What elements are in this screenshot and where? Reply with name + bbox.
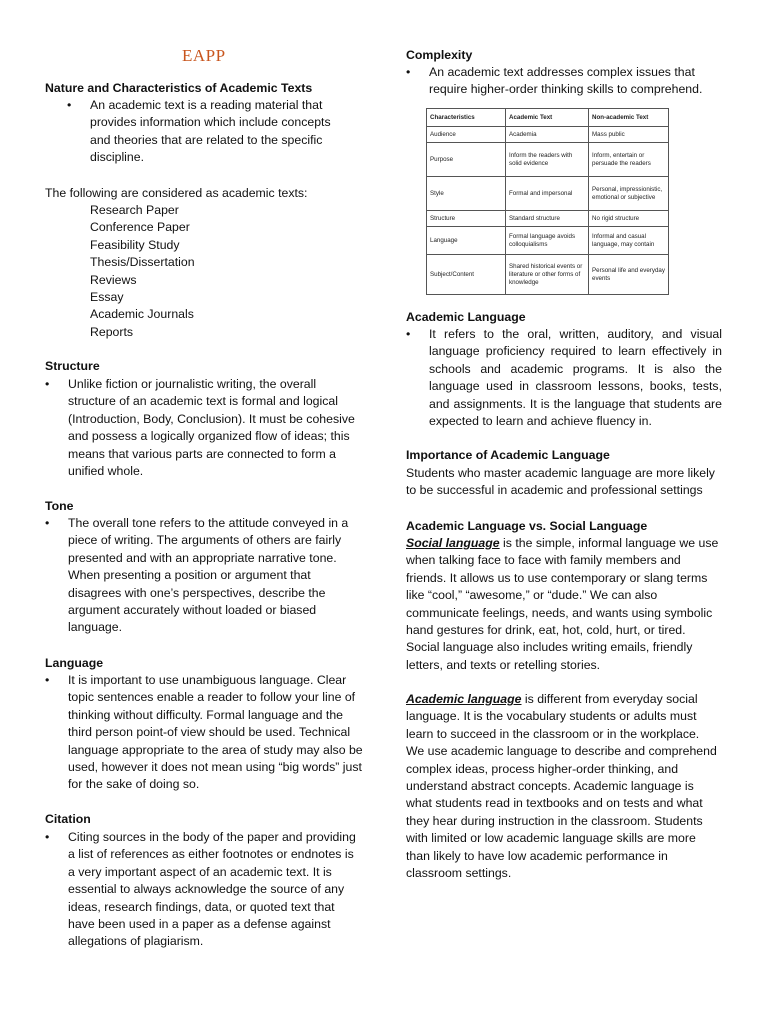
complexity-heading: Complexity bbox=[406, 48, 473, 62]
complexity-bullet bbox=[406, 64, 722, 99]
table-row bbox=[427, 127, 669, 143]
citation-bullet bbox=[45, 829, 363, 951]
comparison-table-wrapper bbox=[426, 108, 669, 305]
table-row bbox=[427, 211, 669, 227]
table-cell: Personal, impressionistic, emotional or subjective bbox=[589, 177, 669, 211]
table-row bbox=[427, 227, 669, 255]
social-language-term: Social language bbox=[406, 536, 500, 550]
table-cell: Audience bbox=[427, 127, 506, 143]
nature-heading: Nature and Characteristics of Academic Texts bbox=[45, 81, 313, 95]
academic-language-text: is different from everyday social language. It is the vocabulary students or adults must learn to succeed in the classroom or in the workplace. We use academic language to describe and comprehend complex ideas, process higher-order thinking, and understand abstract concepts. Academic language is what students read in textbooks and on tests and what they hear during instruction in the classroom. Students with limited or low academic language skills are more than likely to have low academic performance in classroom settings. bbox=[406, 692, 717, 881]
table-cell: Standard structure bbox=[506, 211, 589, 227]
citation-bullet-text: Citing sources in the body of the paper and providing a list of references as either footnotes or endnotes is a very important aspect of an academic text. It is essential to always acknowledge the source of any ideas, research findings, data, or quoted text that have been used in a paper as a defense against allegations of plagiarism. bbox=[68, 830, 356, 949]
bullet-icon: • bbox=[406, 327, 411, 341]
complexity-bullet-text: An academic text addresses complex issues that require higher-order thinking skills to comprehend. bbox=[429, 65, 703, 97]
vs-heading: Academic Language vs. Social Language bbox=[406, 519, 648, 533]
language-heading: Language bbox=[45, 656, 104, 670]
academic-texts-list bbox=[90, 202, 195, 341]
table-cell: No rigid structure bbox=[589, 211, 669, 227]
bullet-icon: • bbox=[45, 377, 50, 391]
citation-heading: Citation bbox=[45, 812, 91, 826]
importance-heading: Importance of Academic Language bbox=[406, 448, 610, 462]
language-bullet-text: It is important to use unambiguous language. Clear topic sentences enable a reader to follow your line of thinking without difficulty. Formal language and the third person point-of view should be used. Technical language appropriate to the area of study may also be used, however it does not mean using “big words” just for the sake of doing so. bbox=[68, 673, 363, 792]
list-item: Reports bbox=[90, 324, 134, 339]
academic-language-heading: Academic Language bbox=[406, 310, 526, 324]
table-row bbox=[427, 255, 669, 295]
bullet-icon: • bbox=[45, 516, 50, 530]
social-language-paragraph bbox=[406, 535, 722, 674]
table-header-cell: Characteristics bbox=[427, 109, 506, 127]
language-bullet bbox=[45, 672, 363, 794]
table-cell: Formal and impersonal bbox=[506, 177, 589, 211]
bullet-icon: • bbox=[45, 830, 50, 844]
table-cell: Formal language avoids colloquialisms bbox=[506, 227, 589, 255]
table-header-row bbox=[427, 109, 669, 127]
table-cell: Structure bbox=[427, 211, 506, 227]
tone-bullet-text: The overall tone refers to the attitude conveyed in a piece of writing. The arguments of others are fairly presented and with an appropriate narrative tone. When presenting a position or argument that disagrees with one’s perspectives, describe the argument accurately without loaded or biased language. bbox=[68, 516, 349, 635]
table-cell: Inform, entertain or persuade the readers bbox=[589, 143, 669, 177]
table-cell: Purpose bbox=[427, 143, 506, 177]
social-language-text: is the simple, informal language we use when talking face to face with family members and friends. It allows us to use contemporary or slang terms like “cool,” “awesome,” or “dude.” We can also communicate feelings, needs, and wants using symbolic hand gestures for drink, eat, hot, cold, hurt, or tired. Social language also includes writing emails, friendly letters, and texts or retelling stories. bbox=[406, 536, 719, 672]
page-title: EAPP bbox=[182, 46, 226, 65]
table-cell: Academia bbox=[506, 127, 589, 143]
tone-heading: Tone bbox=[45, 499, 74, 513]
nature-bullet bbox=[67, 97, 347, 167]
table-cell: Inform the readers with solid evidence bbox=[506, 143, 589, 177]
table-cell: Mass public bbox=[589, 127, 669, 143]
structure-bullet-text: Unlike fiction or journalistic writing, the overall structure of an academic text is formal and logical (Introduction, Body, Conclusion). It must be cohesive and possess a logically organized flow of ideas; this means that various parts are connected to form a unified whole. bbox=[68, 377, 355, 479]
table-cell: Subject/Content bbox=[427, 255, 506, 295]
table-row bbox=[427, 177, 669, 211]
list-item: Essay bbox=[90, 290, 124, 305]
structure-bullet bbox=[45, 376, 363, 480]
tone-bullet bbox=[45, 515, 363, 637]
list-item: Research Paper bbox=[90, 203, 179, 217]
nature-bullet-text: An academic text is a reading material that provides information which include concepts and theories that are related to the specific discipline. bbox=[90, 98, 331, 165]
table-header-cell: Academic Text bbox=[506, 109, 589, 127]
bullet-icon: • bbox=[406, 65, 411, 79]
table-header-cell: Non-academic Text bbox=[589, 109, 669, 127]
table-cell: Style bbox=[427, 177, 506, 211]
bullet-icon: • bbox=[45, 673, 50, 687]
list-item: Thesis/Dissertation bbox=[90, 255, 195, 270]
table-cell: Personal life and everyday events bbox=[589, 255, 669, 295]
list-item: Reviews bbox=[90, 272, 137, 287]
academic-language-bullet-text: It refers to the oral, written, auditory, and visual language proficiency required to learn effectively in schools and academic programs. It is also the language used in classroom lessons, books, tests, and assignments. It is the language that students are expected to learn and achieve fluency in. bbox=[429, 327, 722, 429]
table-cell: Informal and casual language, may contain bbox=[589, 227, 669, 255]
list-item: Conference Paper bbox=[90, 220, 190, 235]
bullet-icon: • bbox=[67, 98, 72, 112]
table-row bbox=[427, 143, 669, 177]
structure-heading: Structure bbox=[45, 359, 100, 373]
list-item: Academic Journals bbox=[90, 307, 194, 322]
academic-texts-intro: The following are considered as academic texts: bbox=[45, 186, 308, 200]
list-item: Feasibility Study bbox=[90, 237, 180, 252]
academic-language-bullet bbox=[406, 326, 722, 430]
table-cell: Shared historical events or literature or other forms of knowledge bbox=[506, 255, 589, 295]
comparison-table bbox=[426, 108, 669, 295]
academic-language-term: Academic language bbox=[406, 692, 522, 706]
importance-text: Students who master academic language are more likely to be successful in academic and professional settings bbox=[406, 466, 715, 498]
academic-language-paragraph bbox=[406, 691, 720, 882]
table-cell: Language bbox=[427, 227, 506, 255]
